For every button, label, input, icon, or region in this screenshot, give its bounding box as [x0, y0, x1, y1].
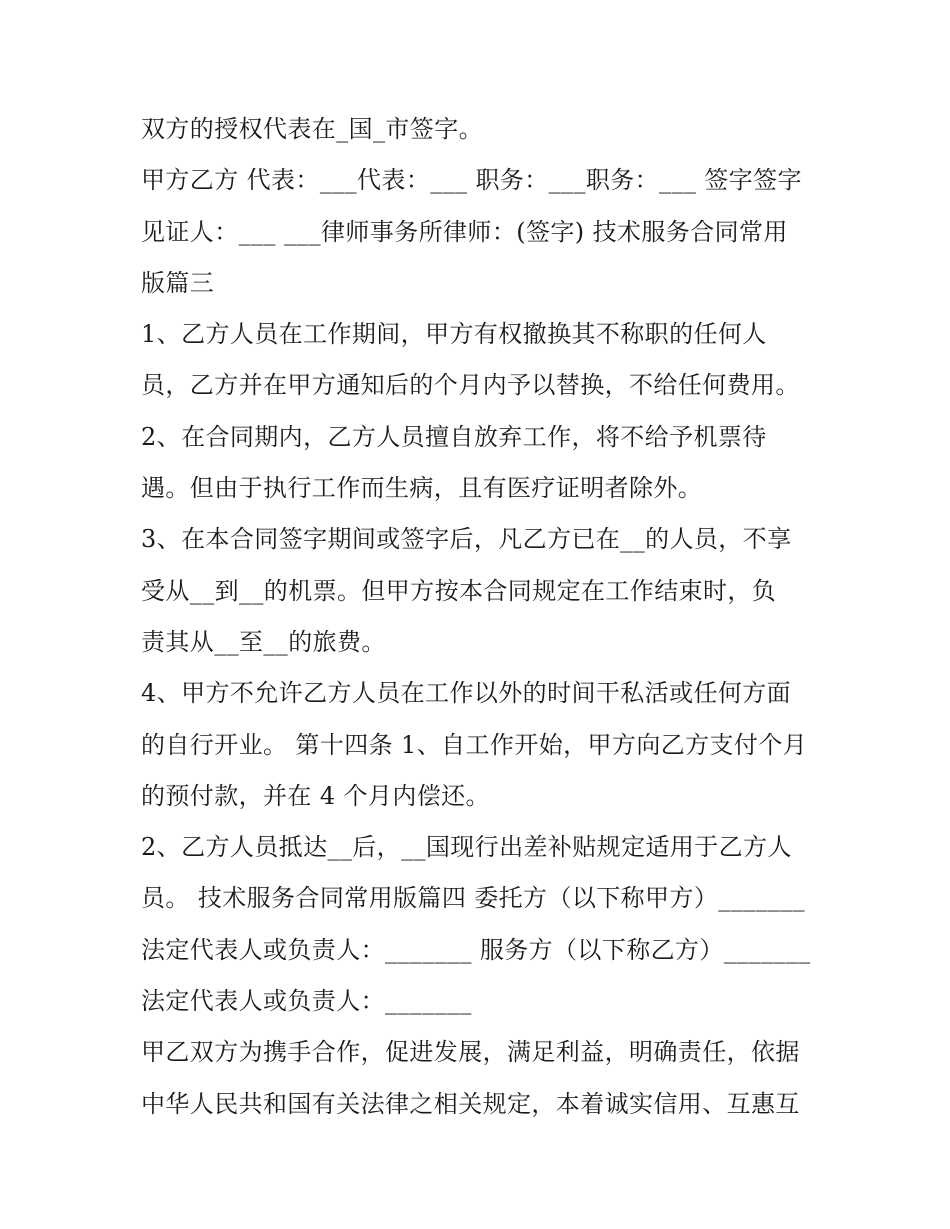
- text-line: 3、在本合同签字期间或签字后，凡乙方已在__的人员，不享: [141, 525, 792, 554]
- text-line: 见证人：___ ___律师事务所律师：(签字) 技术服务合同常用: [141, 217, 788, 246]
- text-line: 员，乙方并在甲方通知后的个月内予以替换，不给任何费用。: [141, 371, 800, 400]
- text-line: 版篇三: [141, 268, 215, 297]
- text-line: 遇。但由于执行工作而生病，且有医疗证明者除外。: [141, 474, 703, 503]
- text-line: 员。 技术服务合同常用版篇四 委托方（以下称甲方）_______: [141, 884, 806, 913]
- text-line: 甲方乙方 代表：___代表：___ 职务：___职务：___ 签字签字: [141, 166, 802, 195]
- text-line: 双方的授权代表在_国_市签字。: [141, 115, 483, 143]
- text-line: 责其从__至__的旅费。: [141, 627, 386, 656]
- text-line: 中华人民共和国有关法律之相关规定，本着诚实信用、互惠互: [141, 1089, 800, 1118]
- text-line: 法定代表人或负责人：_______ 服务方（以下称乙方）_______: [141, 935, 811, 964]
- text-line: 受从__到__的机票。但甲方按本合同规定在工作结束时，负: [141, 576, 777, 605]
- text-line: 的预付款，并在 4 个月内偿还。: [141, 781, 490, 810]
- text-line: 法定代表人或负责人：_______: [141, 987, 472, 1016]
- text-line: 1、乙方人员在工作期间，甲方有权撤换其不称职的任何人: [141, 320, 767, 349]
- text-line: 4、甲方不允许乙方人员在工作以外的时间干私活或任何方面: [141, 679, 792, 708]
- document-body: [141, 104, 821, 1130]
- text-line: 甲乙双方为携手合作，促进发展，满足利益，明确责任，依据: [141, 1038, 800, 1067]
- text-line: 的自行开业。 第十四条 1、自工作开始，甲方向乙方支付个月: [141, 730, 808, 759]
- text-line: 2、在合同期内，乙方人员擅自放弃工作，将不给予机票待: [141, 422, 767, 451]
- text-line: 2、乙方人员抵达__后，__国现行出差补贴规定适用于乙方人: [141, 833, 792, 862]
